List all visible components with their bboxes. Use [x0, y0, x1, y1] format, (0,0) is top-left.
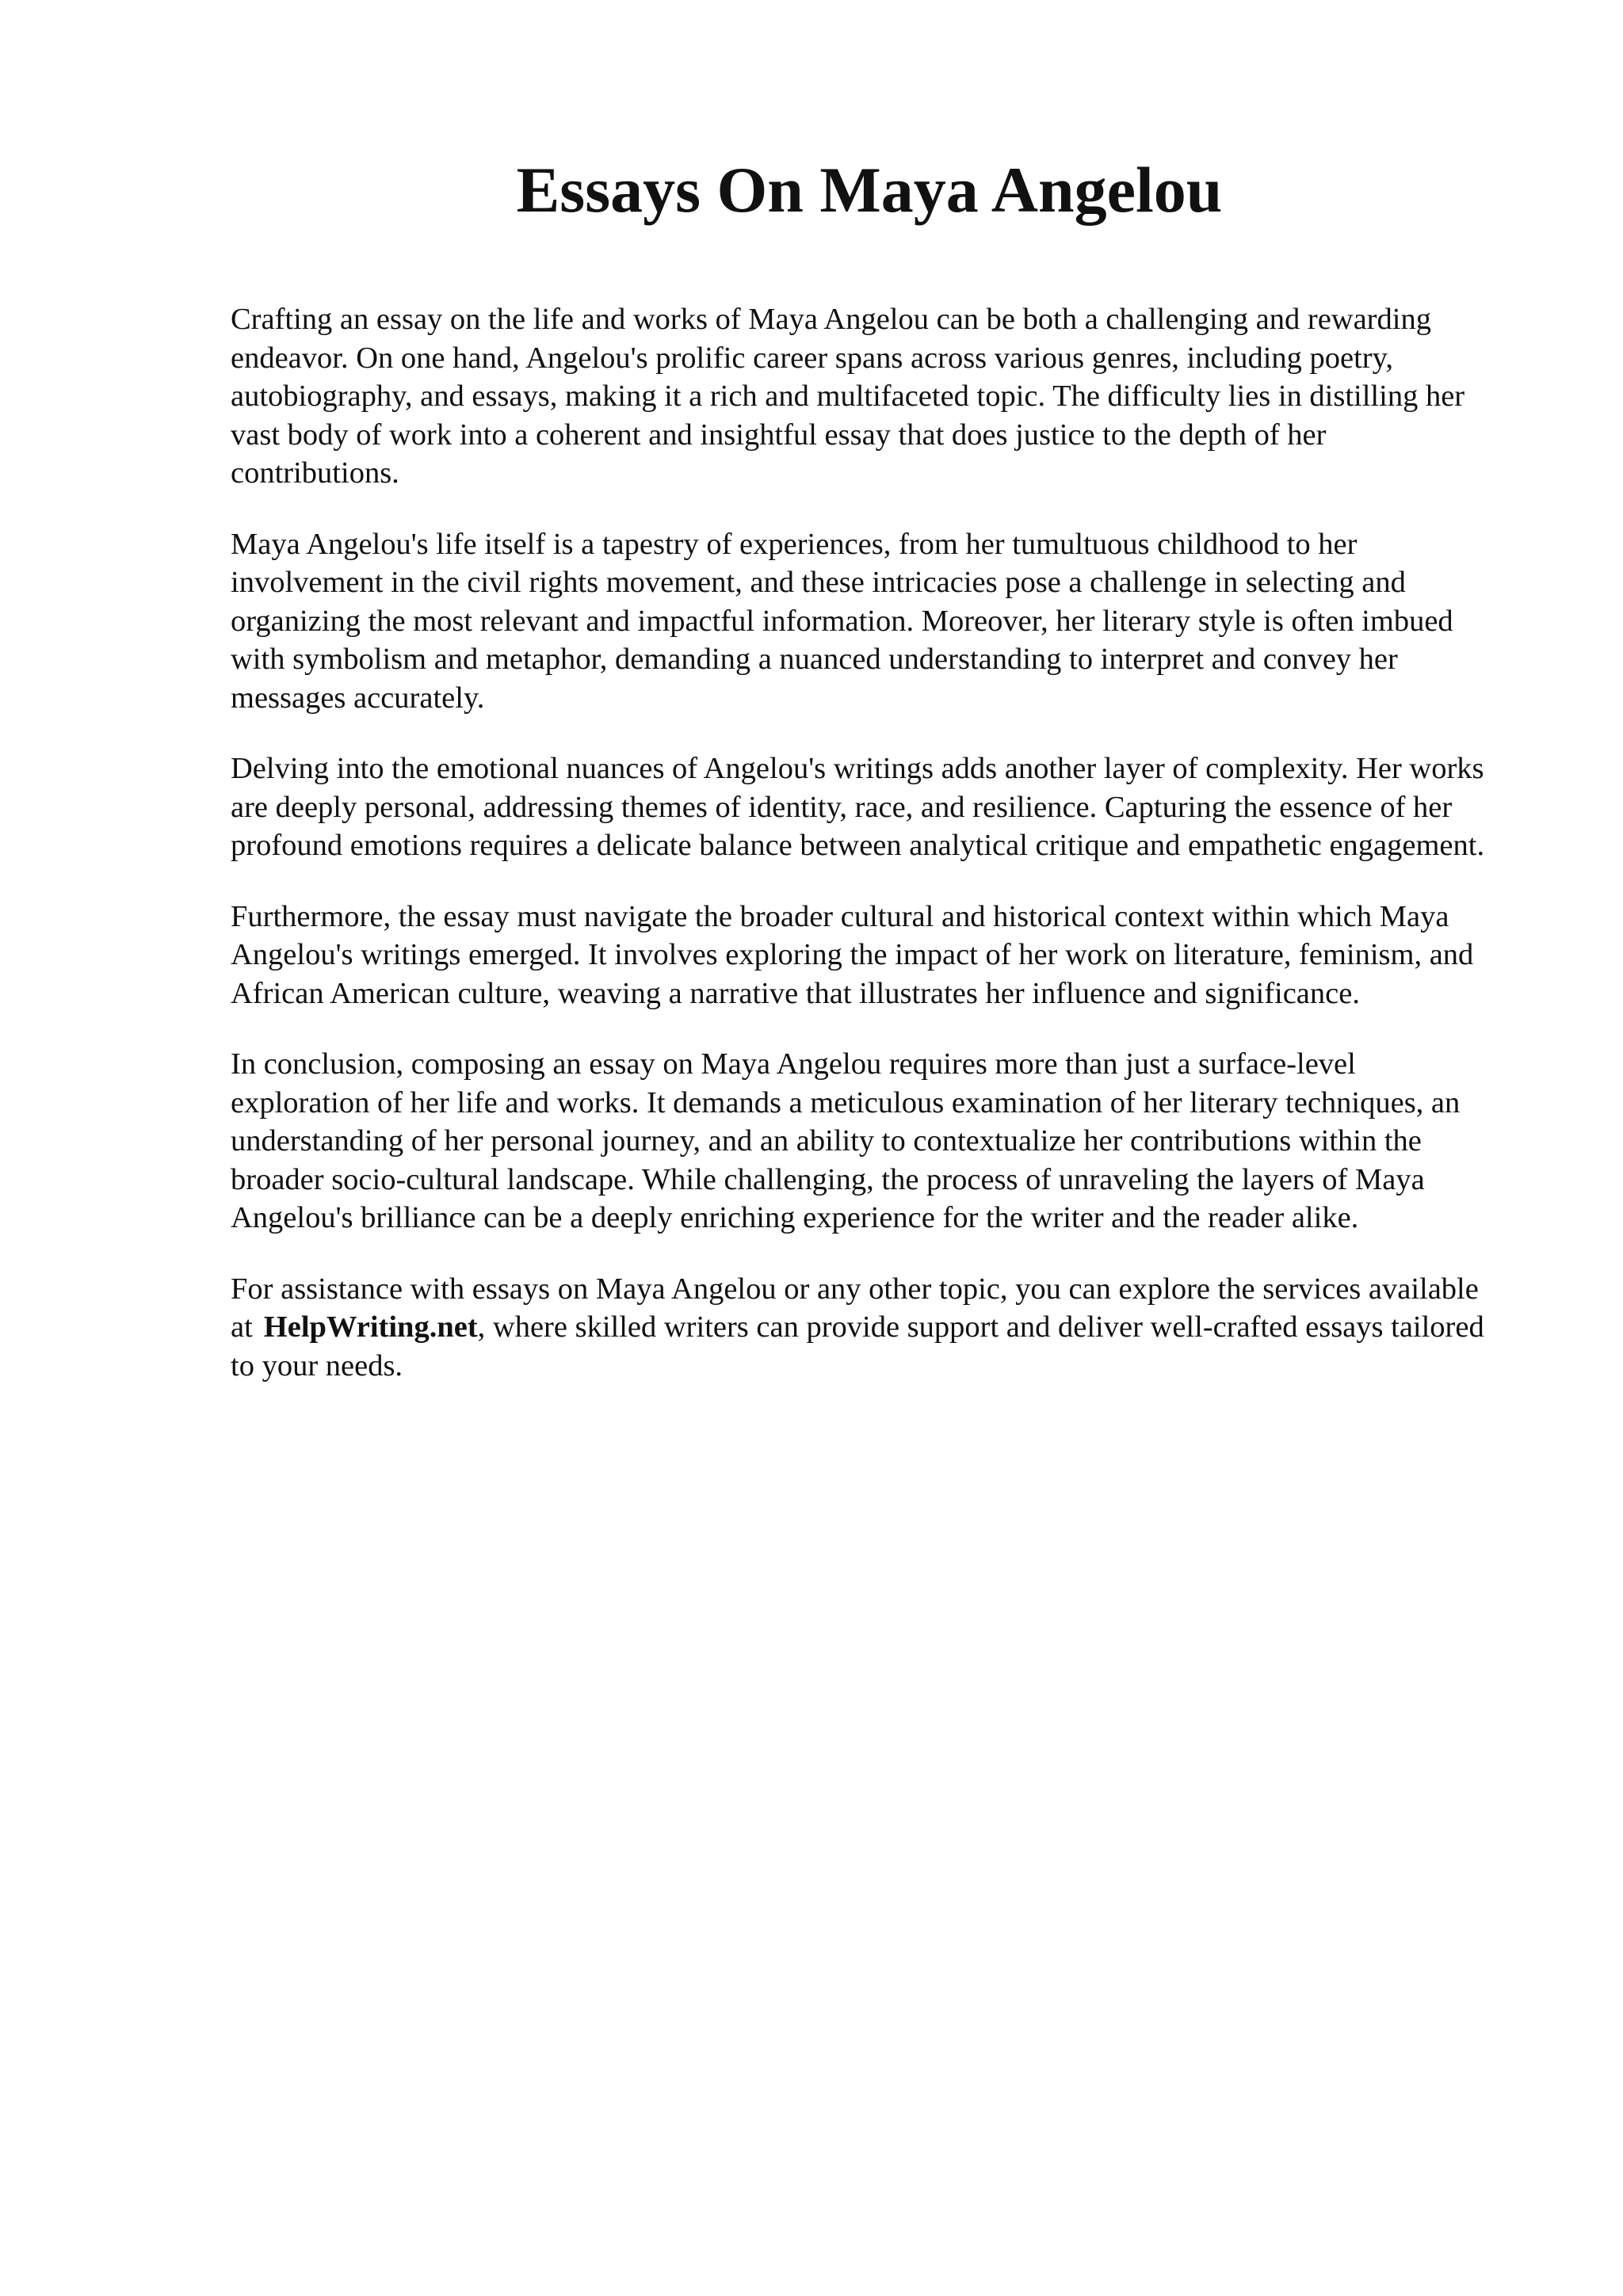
- paragraph-cultural-context: Furthermore, the essay must navigate the broader cultural and historical context within which Maya Angelou's writings emerged. It involves exploring the impact of her work on literature, feminism, and African American culture, weaving a narrative that illustrates her influence and significance.: [231, 899, 1474, 1010]
- closing-text-after: , where skilled writers can provide support and deliver well-crafted essays tailored to your needs.: [231, 1310, 1484, 1383]
- document-title: Essays On Maya Angelou: [516, 154, 1223, 226]
- paragraph-emotional-nuances: Delving into the emotional nuances of Angelou's writings adds another layer of complexity. Her works are deeply personal, addressing themes of identity, race, and resilience. Capturing the essence of her profound emotions requires a delicate balance between analytical critique and empathetic engagement.: [231, 752, 1485, 862]
- paragraph-conclusion: In conclusion, composing an essay on Maya Angelou requires more than just a surface-level exploration of her life and works. It demands a meticulous examination of her literary techniques, an understanding of her personal journey, and an ability to contextualize her contributions within the broader socio-cultural landscape. While challenging, the process of unraveling the layers of Maya Angelou's brilliance can be a deeply enriching experience for the writer and the reader alike.: [231, 1047, 1461, 1234]
- helpwriting-link[interactable]: HelpWriting.net: [263, 1310, 478, 1344]
- document-body: [231, 300, 1499, 1417]
- paragraph-closing: [231, 1270, 1499, 1386]
- paragraph-life: Maya Angelou's life itself is a tapestry of experiences, from her tumultuous childhood to her involvement in the civil rights movement, and these intricacies pose a challenge in selecting and organizing the most relevant and impactful information. Moreover, her literary style is often imbued with symbolism and metaphor, demanding a nuanced understanding to interpret and convey her messages accurately.: [231, 527, 1453, 715]
- paragraph-intro: Crafting an essay on the life and works of Maya Angelou can be both a challenging and rewarding endeavor. On one hand, Angelou's prolific career spans across various genres, including poetry, autobiography, and essays, making it a rich and multifaceted topic. The difficulty lies in distilling her vast body of work into a coherent and insightful essay that does justice to the depth of her contributions.: [231, 303, 1465, 490]
- closing-text-before: For assistance with essays on Maya Angelou or any other topic, you can explore the services available at: [231, 1272, 1479, 1344]
